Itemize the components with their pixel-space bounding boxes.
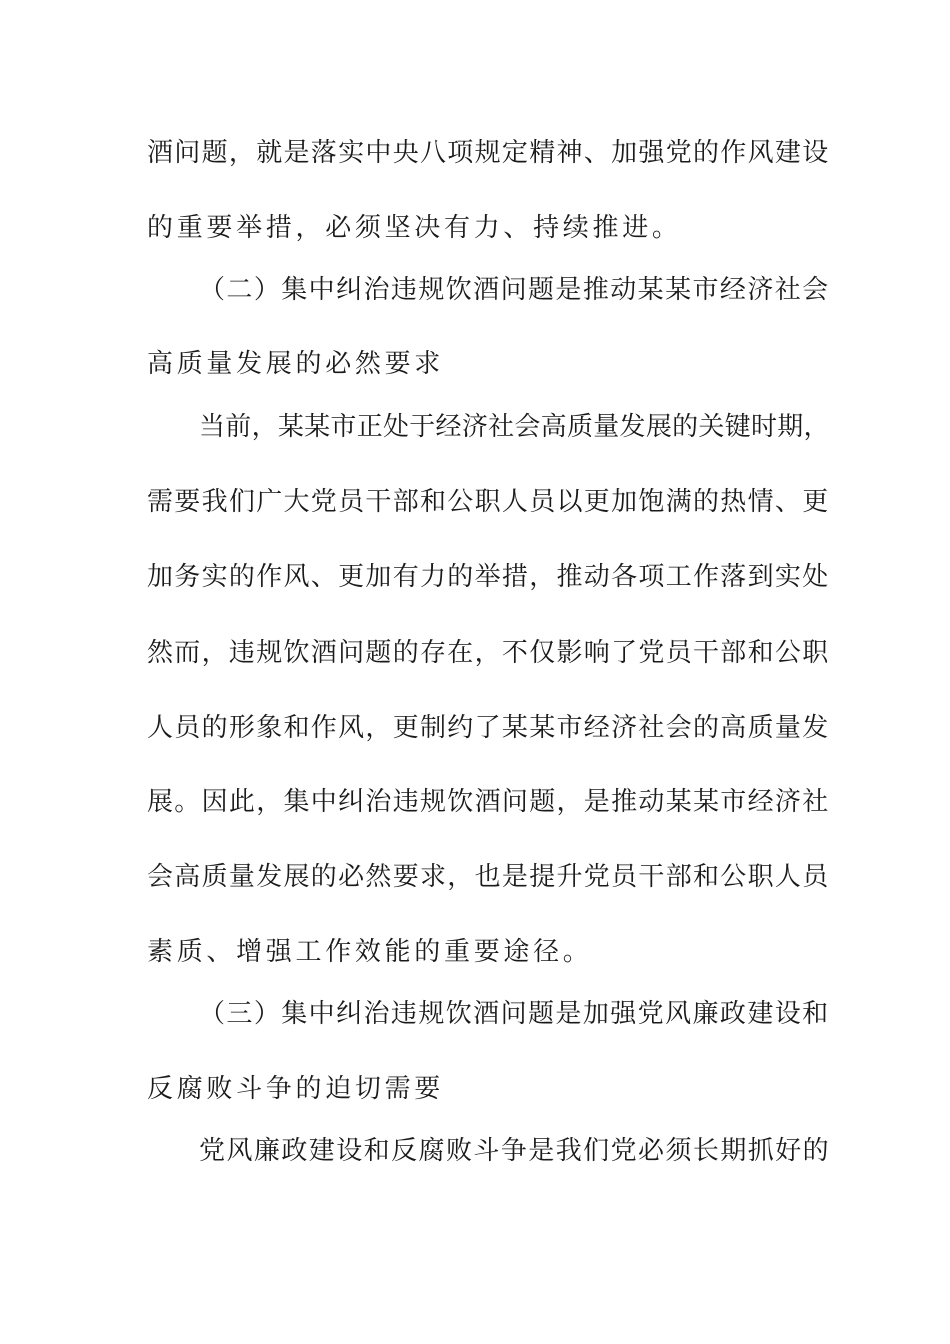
text-line: 加务实的作风、更加有力的举措，推动各项工作落到实处 — [147, 562, 830, 592]
text-line: 酒问题，就是落实中央八项规定精神、加强党的作风建设 — [147, 138, 830, 168]
text-line: 然而，违规饮酒问题的存在，不仅影响了党员干部和公职 — [147, 638, 830, 668]
text-line: 党风廉政建设和反腐败斗争是我们党必须长期抓好的 — [199, 1136, 831, 1166]
text-line: 会高质量发展的必然要求，也是提升党员干部和公职人员 — [147, 862, 830, 892]
section-heading: （二）集中纠治违规饮酒问题是推动某某市经济社会 — [199, 275, 830, 305]
text-line: 人员的形象和作风，更制约了某某市经济社会的高质量发 — [147, 713, 830, 743]
section-heading-continued: 反腐败斗争的迫切需要 — [147, 1074, 445, 1104]
text-line: 当前，某某市正处于经济社会高质量发展的关键时期， — [199, 412, 830, 442]
text-line: 的重要举措，必须坚决有力、持续推进。 — [147, 213, 682, 243]
text-line: 素质、增强工作效能的重要途径。 — [147, 937, 593, 967]
text-line: 需要我们广大党员干部和公职人员以更加饱满的热情、更 — [147, 487, 830, 517]
section-heading: （三）集中纠治违规饮酒问题是加强党风廉政建设和 — [199, 999, 830, 1029]
text-line: 展。因此，集中纠治违规饮酒问题，是推动某某市经济社 — [147, 787, 830, 817]
section-heading-continued: 高质量发展的必然要求 — [147, 349, 445, 379]
